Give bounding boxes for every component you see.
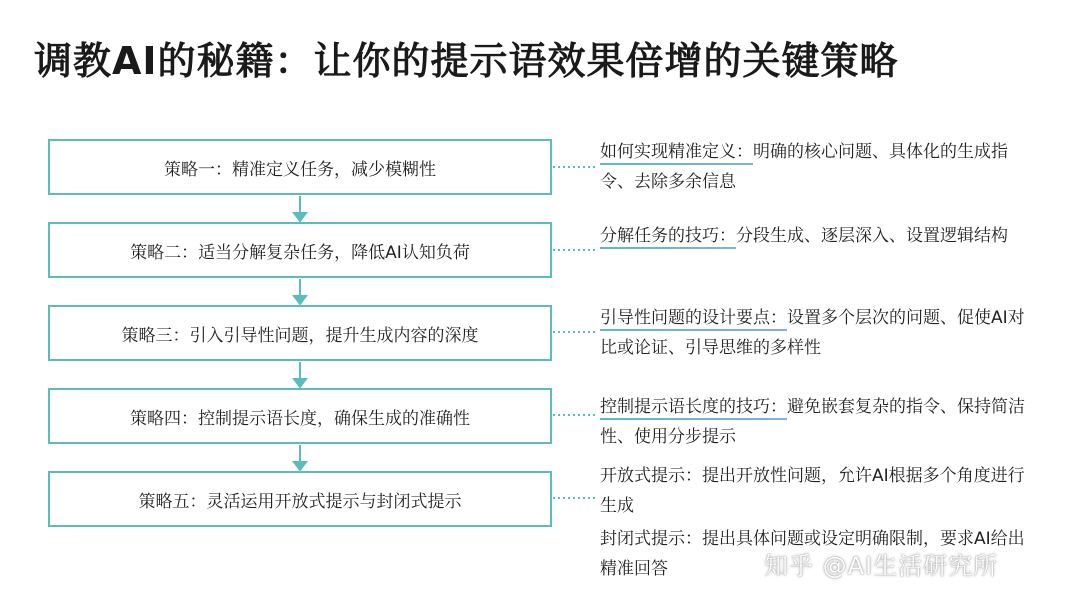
note-6-body: 提出具体问题或设定明确限制，要求AI给出精准回答 (600, 529, 1025, 579)
note-3-body: 设置多个层次的问题、促使AI对比或论证、引导思维的多样性 (600, 308, 1025, 358)
arrow-head-2-3 (294, 296, 306, 304)
note-4-head: 控制提示语长度的技巧： (600, 397, 787, 420)
note-4 (600, 392, 1040, 452)
note-1 (600, 137, 1040, 197)
strategy-box-1: 策略一：精准定义任务，减少模糊性 (48, 139, 552, 195)
strategy-box-5: 策略五：灵活运用开放式提示与封闭式提示 (48, 471, 552, 527)
watermark: 知乎 @AI生活研究所 (764, 552, 999, 580)
arrow-head-1-2 (294, 213, 306, 221)
arrow-head-3-4 (294, 379, 306, 387)
strategy-box-2: 策略二：适当分解复杂任务，降低AI认知负荷 (48, 222, 552, 278)
page-title: 调教AI的秘籍：让你的提示语效果倍增的关键策略 (34, 39, 899, 83)
strategy-box-4: 策略四：控制提示语长度，确保生成的准确性 (48, 388, 552, 444)
note-5-head: 开放式提示： (600, 466, 702, 486)
note-2-body: 分段生成、逐层深入、设置逻辑结构 (736, 226, 1008, 246)
note-5 (600, 461, 1040, 521)
note-4-body: 避免嵌套复杂的指令、保持简洁性、使用分步提示 (600, 397, 1025, 447)
note-3 (600, 303, 1040, 363)
note-2-head: 分解任务的技巧： (600, 226, 736, 249)
note-2 (600, 221, 1040, 251)
note-6-head: 封闭式提示： (600, 529, 702, 549)
note-3-head: 引导性问题的设计要点： (600, 308, 787, 331)
arrow-head-4-5 (294, 462, 306, 470)
note-1-head: 如何实现精准定义： (600, 142, 753, 165)
note-5-body: 提出开放性问题，允许AI根据多个角度进行生成 (600, 466, 1025, 516)
strategy-box-3: 策略三：引入引导性问题，提升生成内容的深度 (48, 305, 552, 361)
note-1-body: 明确的核心问题、具体化的生成指令、去除多余信息 (600, 142, 1008, 192)
